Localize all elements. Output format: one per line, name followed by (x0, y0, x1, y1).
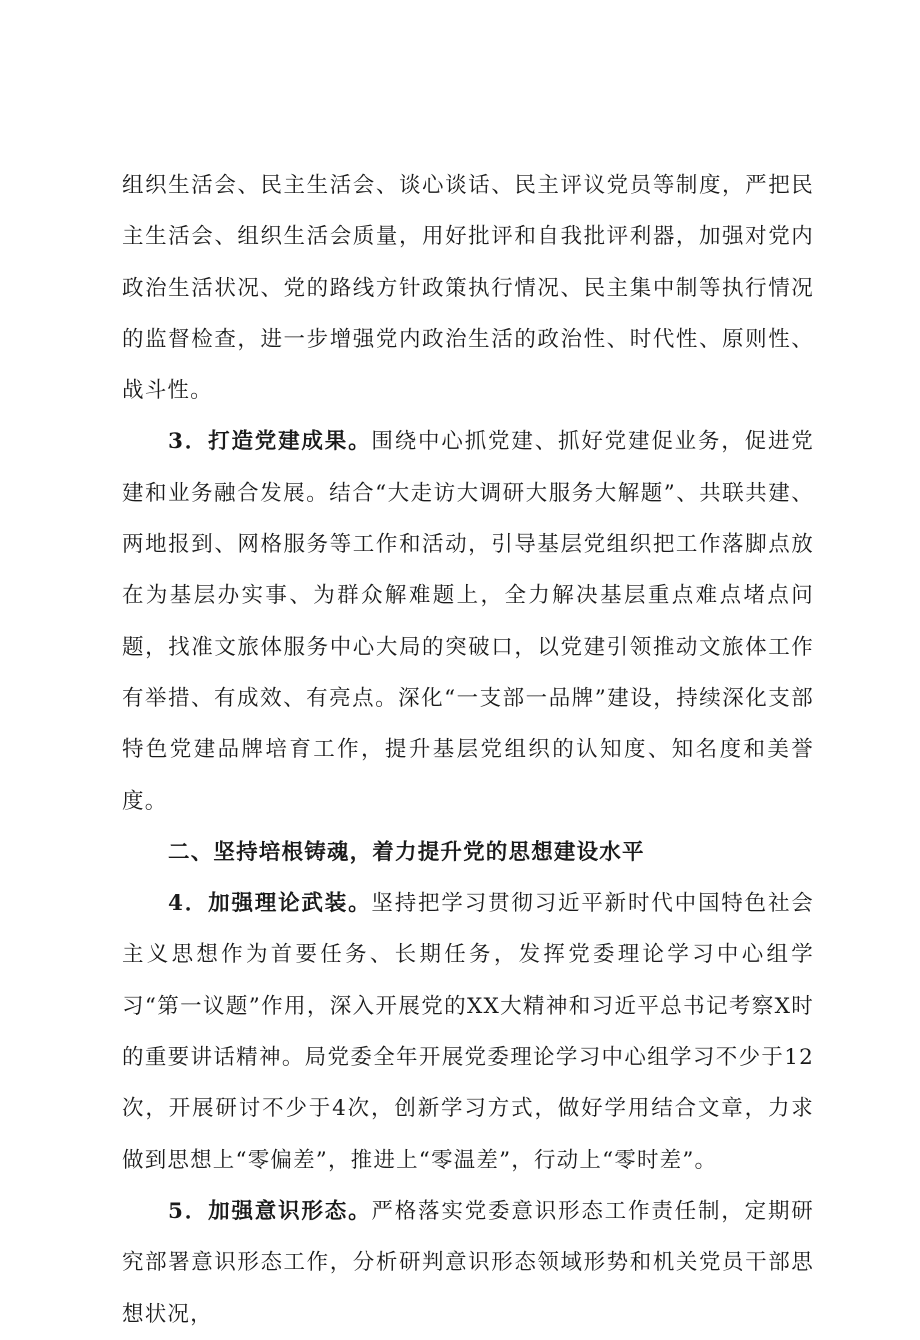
item-4-body: 坚持把学习贯彻习近平新时代中国特色社会主义思想作为首要任务、长期任务，发挥党委理论学习中心组学习“第一议题”作用，深入开展党的XX大精神和习近平总书记考察X时的重要讲话精神。局党委全年开展党委理论学习中心组学习不少于12次，开展研讨不少于4次，创新学习方式，做好学用结合文章，力求做到思想上“零偏差”，推进上“零温差”，行动上“零时差”。 (122, 891, 814, 1173)
section-2-heading: 二、坚持培根铸魂，着力提升党的思想建设水平 (168, 839, 645, 865)
item-5-body: 严格落实党委意识形态工作责任制，定期研究部署意识形态工作，分析研判意识形态领域形势和机关党员干部思想状况， (122, 1198, 814, 1327)
item-4-title: 4．加强理论武装。 (168, 891, 372, 917)
item-3-paragraph (122, 416, 814, 826)
item-5-paragraph (122, 1186, 814, 1340)
item-3-title: 3．打造党建成果。 (168, 429, 372, 455)
item-4-paragraph (122, 878, 814, 1186)
item-3-body: 围绕中心抓党建、抓好党建促业务，促进党建和业务融合发展。结合“大走访大调研大服务大解题”、共联共建、两地报到、网格服务等工作和活动，引导基层党组织把工作落脚点放在为基层办实事、为群众解难题上，全力解决基层重点难点堵点问题，找准文旅体服务中心大局的突破口，以党建引领推动文旅体工作有举措、有成效、有亮点。深化“一支部一品牌”建设，持续深化支部特色党建品牌培育工作，提升基层党组织的认知度、知名度和美誉度。 (122, 429, 814, 814)
document-page (122, 160, 814, 1340)
item-5-title: 5．加强意识形态。 (168, 1198, 372, 1224)
paragraph-continued: 组织生活会、民主生活会、谈心谈话、民主评议党员等制度，严把民主生活会、组织生活会质量，用好批评和自我批评利器，加强对党内政治生活状况、党的路线方针政策执行情况、民主集中制等执行情况的监督检查，进一步增强党内政治生活的政治性、时代性、原则性、战斗性。 (122, 173, 814, 404)
